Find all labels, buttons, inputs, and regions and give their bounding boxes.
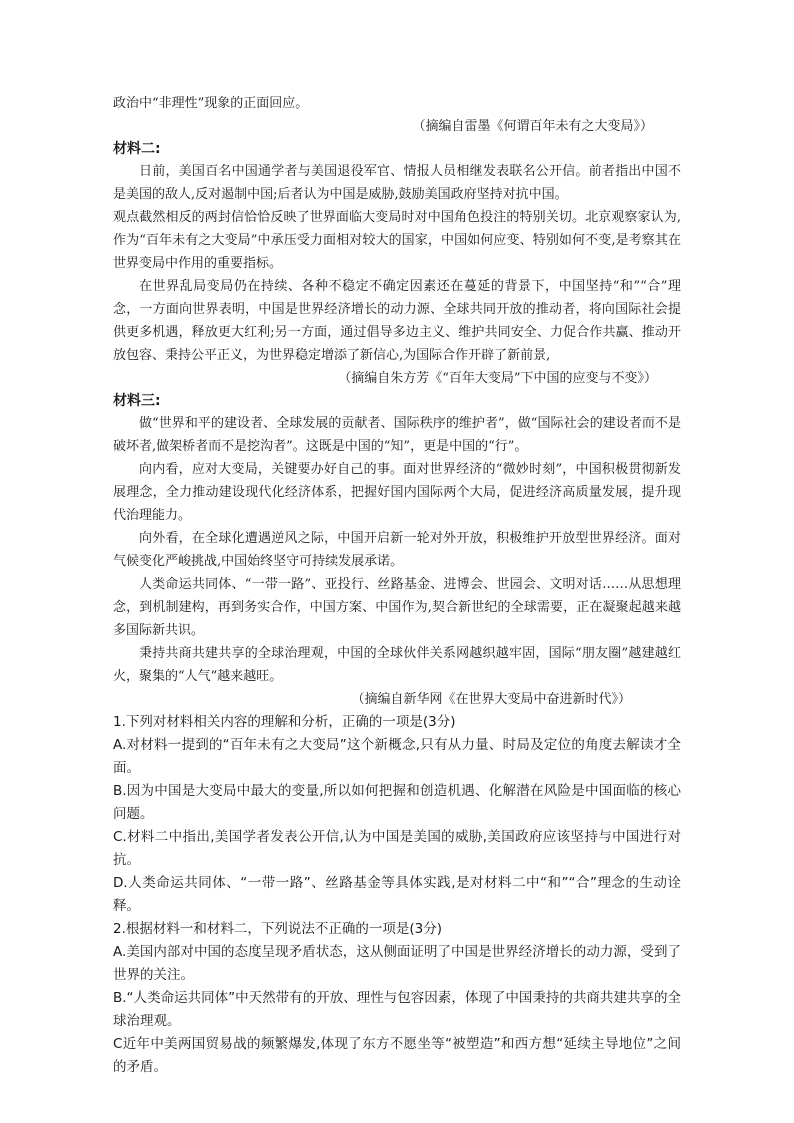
question-2-option-b: B.“人类命运共同体”中天然带有的开放、理性与包容因素，体现了中国秉持的共商共建共享的全球治理观。 [113,990,681,1029]
question-1-option-c: C.材料二中指出,美国学者发表公开信,认为中国是美国的威胁,美国政府应该坚持与中国进行对抗。 [113,829,681,868]
material3-paragraph: 向内看，应对大变局，关键要办好自己的事。面对世界经济的“微妙时刻”，中国积极贯彻新发展理念，全力推动建设现代化经济体系，把握好国内国际两个大局，促进经济高质量发展，提升现代治理能力。 [113,462,681,523]
material3-paragraph: 做“世界和平的建设者、全球发展的贡献者、国际秩序的维护者”，做“国际社会的建设者而不是破坏者,做架桥者而不是挖沟者”。这既是中国的“知”，更是中国的“行”。 [113,416,681,454]
material1-tail: 政治中“非理性”现象的正面回应。 [113,96,309,111]
question-1-option-a: A.对材料一提到的“百年未有之大变局”这个新概念,只有从力量、时局及定位的角度去解读才全面。 [113,737,681,776]
material3-paragraph: 人类命运共同体、“一带一路”、亚投行、丝路基金、进博会、世园会、文明对话……从思想理念，到机制建构，再到务实合作，中国方案、中国作为,契合新世纪的全球需要，正在凝聚起越来越多国际新共识。 [113,577,681,638]
question-1-option-b: B.因为中国是大变局中最大的变量,所以如何把握和创造机遇、化解潜在风险是中国面临的核心问题。 [113,783,681,822]
material3-source: （摘编自新华网《在世界大变局中奋进新时代》） [351,692,631,707]
material1-source: （摘编自雷墨《何谓百年未有之大变局》） [412,119,653,134]
material2-heading: 材料二: [113,141,161,157]
document-page [113,92,681,1079]
material2-paragraph: 日前，美国百名中国通学者与美国退役军官、情报人员相继发表联名公开信。前者指出中国不是美国的敌人,反对遏制中国;后者认为中国是威胁,鼓励美国政府坚持对抗中国。 [113,164,681,202]
material2-paragraph: 在世界乱局变局仍在持续、各种不稳定不确定因素还在蔓延的背景下，中国坚持“和”“合”理念，一方面向世界表明，中国是世界经济增长的动力源、全球共同开放的推动者，将向国际社会提供更多机遇，释放更大红利;另一方面，通过倡导多边主义、维护共同安全、力促合作共赢、推动开放包容、秉持公平正义，为世界稳定增添了新信心,为国际合作开辟了新前景, [113,279,681,363]
question-1-stem: 1.下列对材料相关内容的理解和分析，正确的一项是(3分) [113,714,456,730]
material2-source: （摘编自朱方芳《“百年大变局”下中国的应变与不变》） [338,371,657,386]
question-2-stem: 2.根据材料一和材料二，下列说法不正确的一项是(3分) [113,921,443,937]
material3-paragraph: 向外看，在全球化遭遇逆风之际，中国开启新一轮对外开放，积极维护开放型世界经济。面对气候变化严峻挑战,中国始终坚守可持续发展承诺。 [113,531,681,569]
material3-paragraph: 秉持共商共建共享的全球治理观，中国的全球伙伴关系网越织越牢固，国际“朋友圈”越建越红火，聚集的“人气”越来越旺。 [113,646,681,684]
question-1-option-d: D.人类命运共同体、“一带一路”、丝路基金等具体实践,是对材料二中“和”“合”理念的生动诠释。 [113,875,681,914]
material2-paragraph: 观点截然相反的两封信恰恰反映了世界面临大变局时对中国角色投注的特别关切。北京观察家认为,作为“百年未有之大变局”中承压受力面相对较大的国家，中国如何应变、特别如何不变,是考察其在世界变局中作用的重要指标。 [113,210,681,271]
material3-heading: 材料三: [113,393,161,409]
question-2-option-a: A.美国内部对中国的态度呈现矛盾状态，这从侧面证明了中国是世界经济增长的动力源，受到了世界的关注。 [113,944,681,983]
question-2-option-c: C近年中美两国贸易战的频繁爆发,体现了东方不愿坐等“被塑造”和西方想“延续主导地位”之间的矛盾。 [113,1036,681,1075]
